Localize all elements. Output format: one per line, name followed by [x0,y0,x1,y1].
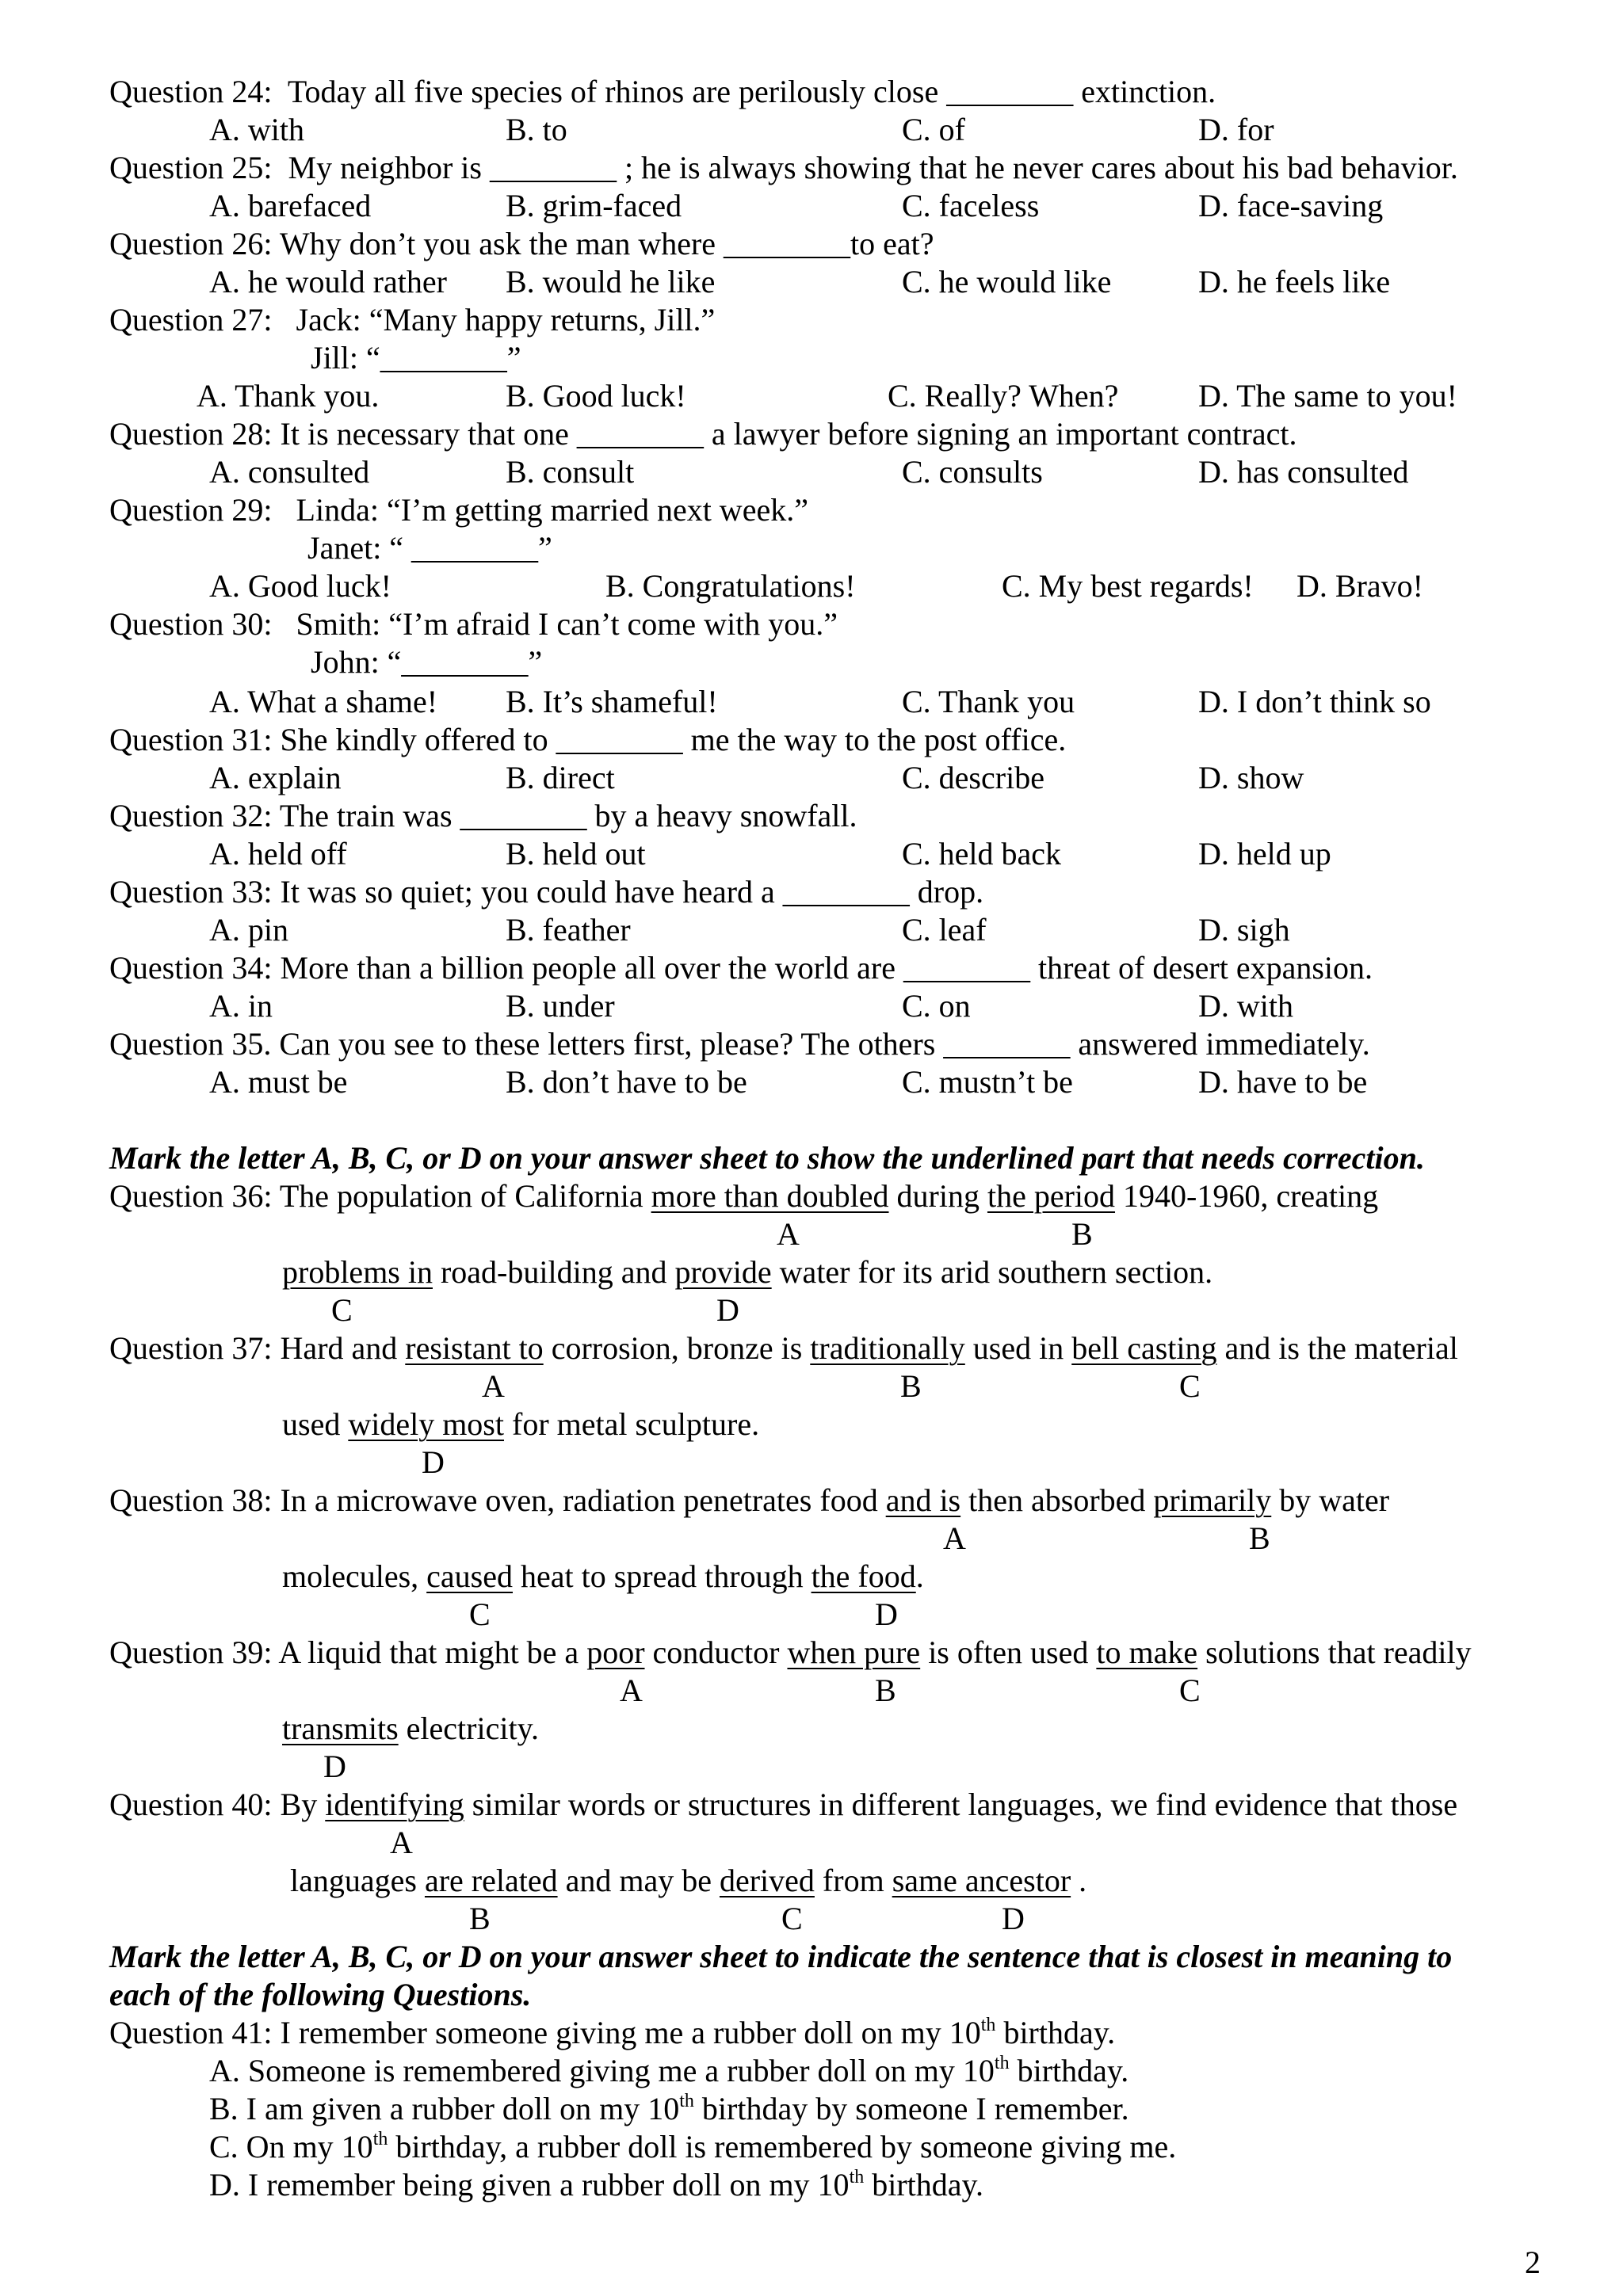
question-27-option-d: D. The same to you! [1198,378,1457,414]
question-30-option-b: B. It’s shameful! [506,684,718,719]
part-letter-c: C [331,1292,353,1328]
question-41-stem: Question 41: I remember someone giving me a rubber doll on my 10th birthday. [109,2015,1116,2050]
part-letter-c: C [469,1596,491,1632]
underlined-part-a: and is [885,1482,961,1518]
part-letter-c: C [781,1901,803,1936]
question-24-option-a: A. with [209,112,304,147]
part-letter-d: D [716,1292,739,1328]
underlined-part-b: are related [424,1863,558,1898]
question-29-option-d: D. Bravo! [1296,568,1423,604]
question-38-line-2: molecules, caused heat to spread through the food. [282,1558,924,1594]
question-28-option-b: B. consult [506,454,635,490]
question-26-option-d: D. he feels like [1198,264,1391,299]
question-35-stem: Question 35. Can you see to these letters first, please? The others ________ answered immediately. [109,1026,1370,1062]
question-39-line-1: Question 39: A liquid that might be a poor conductor when pure is often used to make solutions that readily [109,1634,1472,1670]
question-33-option-d: D. sigh [1198,912,1290,948]
section-instruction-meaning-line-1: Mark the letter A, B, C, or D on your answer sheet to indicate the sentence that is closest in meaning to [109,1939,1453,1974]
question-27-option-b: B. Good luck! [506,378,686,414]
question-30-option-c: C. Thank you [902,684,1075,719]
underlined-part-a: more than doubled [651,1178,889,1214]
question-29-option-c: C. My best regards! [1002,568,1254,604]
question-35-option-c: C. mustn’t be [902,1064,1073,1100]
page-number: 2 [1525,2245,1541,2280]
question-30-option-a: A. What a shame! [209,684,438,719]
question-24-option-d: D. for [1198,112,1274,147]
question-28-option-c: C. consults [902,454,1043,490]
part-letter-b: B [900,1368,922,1404]
underlined-part-c: derived [719,1863,815,1898]
question-25-option-d: D. face-saving [1198,188,1384,223]
question-27-option-a: A. Thank you. [197,378,380,414]
part-letter-b: B [469,1901,491,1936]
question-34-option-b: B. under [506,988,615,1024]
question-24-option-c: C. of [902,112,965,147]
question-34-option-d: D. with [1198,988,1293,1024]
underlined-part-c: bell casting [1071,1330,1217,1366]
part-letter-b: B [1249,1520,1270,1556]
question-38-line-1: Question 38: In a microwave oven, radiation penetrates food and is then absorbed primarily by water [109,1482,1390,1518]
underlined-part-c: problems in [282,1254,433,1290]
part-letter-c: C [1179,1368,1201,1404]
question-28-option-a: A. consulted [209,454,370,490]
question-41-option-d: D. I remember being given a rubber doll on my 10th birthday. [209,2167,983,2203]
question-32-stem: Question 32: The train was ________ by a heavy snowfall. [109,798,857,833]
question-24-option-b: B. to [506,112,567,147]
question-29-stem: Question 29: Linda: “I’m getting married next week.” [109,492,808,528]
question-33-option-b: B. feather [506,912,631,948]
question-40-line-2: languages are related and may be derived from same ancestor . [290,1863,1087,1898]
question-32-option-c: C. held back [902,836,1062,871]
question-34-stem: Question 34: More than a billion people all over the world are ________ threat of desert expansion. [109,950,1373,986]
part-letter-b: B [875,1672,896,1708]
question-37-line-2: used widely most for metal sculpture. [282,1406,760,1442]
question-37-line-1: Question 37: Hard and resistant to corrosion, bronze is traditionally used in bell casting and is the material [109,1330,1458,1366]
question-34-option-a: A. in [209,988,273,1024]
question-30-reply: John: “________” [311,644,543,680]
part-letter-b: B [1071,1216,1093,1252]
question-26-option-b: B. would he like [506,264,716,299]
part-letter-a: A [943,1520,966,1556]
question-33-option-c: C. leaf [902,912,987,948]
underlined-part-b: when pure [787,1634,921,1670]
question-33-option-a: A. pin [209,912,288,948]
question-31-option-c: C. describe [902,760,1044,795]
question-27-reply: Jill: “________” [311,340,521,376]
question-26-stem: Question 26: Why don’t you ask the man where ________to eat? [109,226,934,261]
question-29-option-a: A. Good luck! [209,568,391,604]
question-41-option-a: A. Someone is remembered giving me a rubber doll on my 10th birthday. [209,2053,1129,2088]
question-27-option-c: C. Really? When? [888,378,1119,414]
question-41-option-c: C. On my 10th birthday, a rubber doll is remembered by someone giving me. [209,2129,1177,2164]
question-25-option-b: B. grim-faced [506,188,682,223]
question-25-stem: Question 25: My neighbor is ________ ; he is always showing that he never cares about his bad behavior. [109,150,1458,185]
question-33-stem: Question 33: It was so quiet; you could have heard a ________ drop. [109,874,984,910]
question-30-option-d: D. I don’t think so [1198,684,1431,719]
question-40-line-1: Question 40: By identifying similar words or structures in different languages, we find evidence that those [109,1787,1458,1822]
question-26-option-a: A. he would rather [209,264,447,299]
question-31-stem: Question 31: She kindly offered to ________ me the way to the post office. [109,722,1067,757]
question-31-option-d: D. show [1198,760,1304,795]
question-35-option-a: A. must be [209,1064,348,1100]
underlined-part-a: poor [586,1634,645,1670]
section-instruction-correction: Mark the letter A, B, C, or D on your answer sheet to show the underlined part that needs correction. [109,1140,1425,1176]
question-28-stem: Question 28: It is necessary that one ________ a lawyer before signing an important contract. [109,416,1297,452]
question-29-reply: Janet: “ ________” [307,530,552,566]
question-29-option-b: B. Congratulations! [605,568,856,604]
underlined-part-b: traditionally [810,1330,965,1366]
underlined-part-b: primarily [1153,1482,1272,1518]
underlined-part-d: widely most [348,1406,504,1442]
part-letter-a: A [482,1368,505,1404]
question-28-option-d: D. has consulted [1198,454,1409,490]
underlined-part-d: provide [674,1254,772,1290]
question-39-line-2: transmits electricity. [282,1711,539,1746]
underlined-part-d: transmits [282,1711,399,1746]
question-41-option-b: B. I am given a rubber doll on my 10th birthday by someone I remember. [209,2091,1129,2126]
underlined-part-a: resistant to [405,1330,544,1366]
question-31-option-a: A. explain [209,760,342,795]
part-letter-d: D [323,1749,346,1784]
question-30-stem: Question 30: Smith: “I’m afraid I can’t come with you.” [109,606,838,642]
part-letter-d: D [875,1596,898,1632]
question-27-stem: Question 27: Jack: “Many happy returns, Jill.” [109,302,716,338]
underlined-part-b: the period [987,1178,1116,1214]
question-31-option-b: B. direct [506,760,615,795]
question-25-option-a: A. barefaced [209,188,372,223]
part-letter-d: D [1002,1901,1025,1936]
question-34-option-c: C. on [902,988,971,1024]
underlined-part-c: to make [1096,1634,1198,1670]
part-letter-c: C [1179,1672,1201,1708]
underlined-part-d: same ancestor [892,1863,1071,1898]
question-26-option-c: C. he would like [902,264,1112,299]
part-letter-a: A [777,1216,800,1252]
question-35-option-d: D. have to be [1198,1064,1368,1100]
question-24-stem: Question 24: Today all five species of rhinos are perilously close ________ extinction. [109,74,1216,109]
question-32-option-d: D. held up [1198,836,1331,871]
part-letter-d: D [422,1444,445,1480]
section-instruction-meaning-line-2: each of the following Questions. [109,1977,532,2012]
underlined-part-a: identifying [325,1787,464,1822]
question-32-option-b: B. held out [506,836,646,871]
question-36-line-2: problems in road-building and provide water for its arid southern section. [282,1254,1213,1290]
part-letter-a: A [620,1672,643,1708]
question-32-option-a: A. held off [209,836,347,871]
question-35-option-b: B. don’t have to be [506,1064,747,1100]
underlined-part-c: caused [426,1558,513,1594]
question-25-option-c: C. faceless [902,188,1040,223]
question-36-line-1: Question 36: The population of California more than doubled during the period 1940-1960, creating [109,1178,1379,1214]
underlined-part-d: the food [811,1558,916,1594]
part-letter-a: A [390,1825,413,1860]
